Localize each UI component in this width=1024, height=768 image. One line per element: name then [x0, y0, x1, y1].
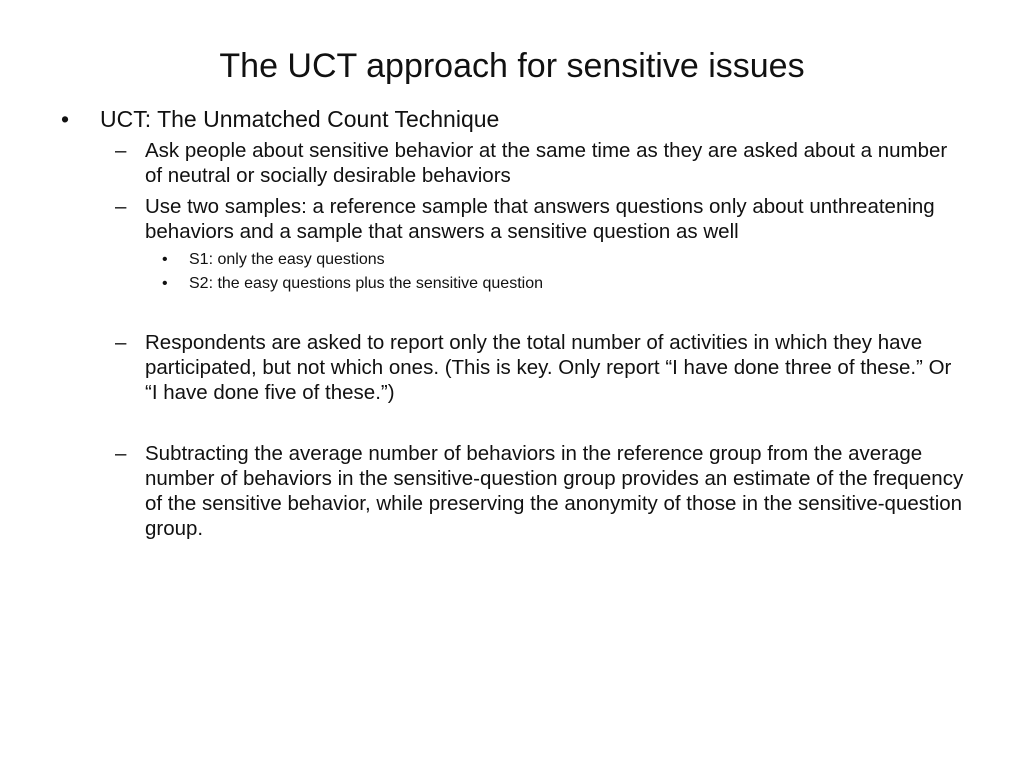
bullet-marker: •	[61, 106, 70, 132]
sub-bullet-two-samples	[115, 194, 968, 244]
bullet-uct-definition	[58, 104, 968, 134]
sub-bullet-subtracting	[115, 441, 968, 541]
dash-marker: –	[115, 331, 127, 354]
subsub-bullet-text: S2: the easy questions plus the sensitive question	[189, 275, 543, 292]
bullet-marker: •	[162, 251, 168, 268]
subsub-bullet-text: S1: only the easy questions	[189, 251, 385, 268]
sub-bullet-text: Respondents are asked to report only the total number of activities in which they have participated, but not which ones. (This is key. Only report “I have done three of these.” Or “I have done five of these.”)	[145, 331, 952, 404]
dash-marker: –	[115, 442, 127, 465]
sub-bullet-text: Ask people about sensitive behavior at the same time as they are asked about a number of neutral or socially desirable behaviors	[145, 139, 948, 187]
dash-marker: –	[115, 195, 127, 218]
slide-title: The UCT approach for sensitive issues	[219, 47, 805, 85]
bullet-marker: •	[162, 275, 168, 292]
sub-bullet-text: Use two samples: a reference sample that answers questions only about unthreatening behaviors and a sample that answers a sensitive question as well	[145, 195, 935, 243]
sub-bullet-respondents	[115, 330, 968, 405]
sub-bullet-ask-people	[115, 138, 968, 188]
dash-marker: –	[115, 139, 127, 162]
sub-bullet-text: Subtracting the average number of behaviors in the reference group from the average number of behaviors in the sensitive-question group provides an estimate of the frequency of the sensitive behavior, while preserving the anonymity of those in the sensitive-question group.	[145, 442, 964, 540]
slide-content	[58, 104, 968, 541]
subsub-bullet-s2	[162, 274, 968, 294]
bullet-text: UCT: The Unmatched Count Technique	[100, 106, 500, 132]
subsub-bullet-s1	[162, 250, 968, 270]
